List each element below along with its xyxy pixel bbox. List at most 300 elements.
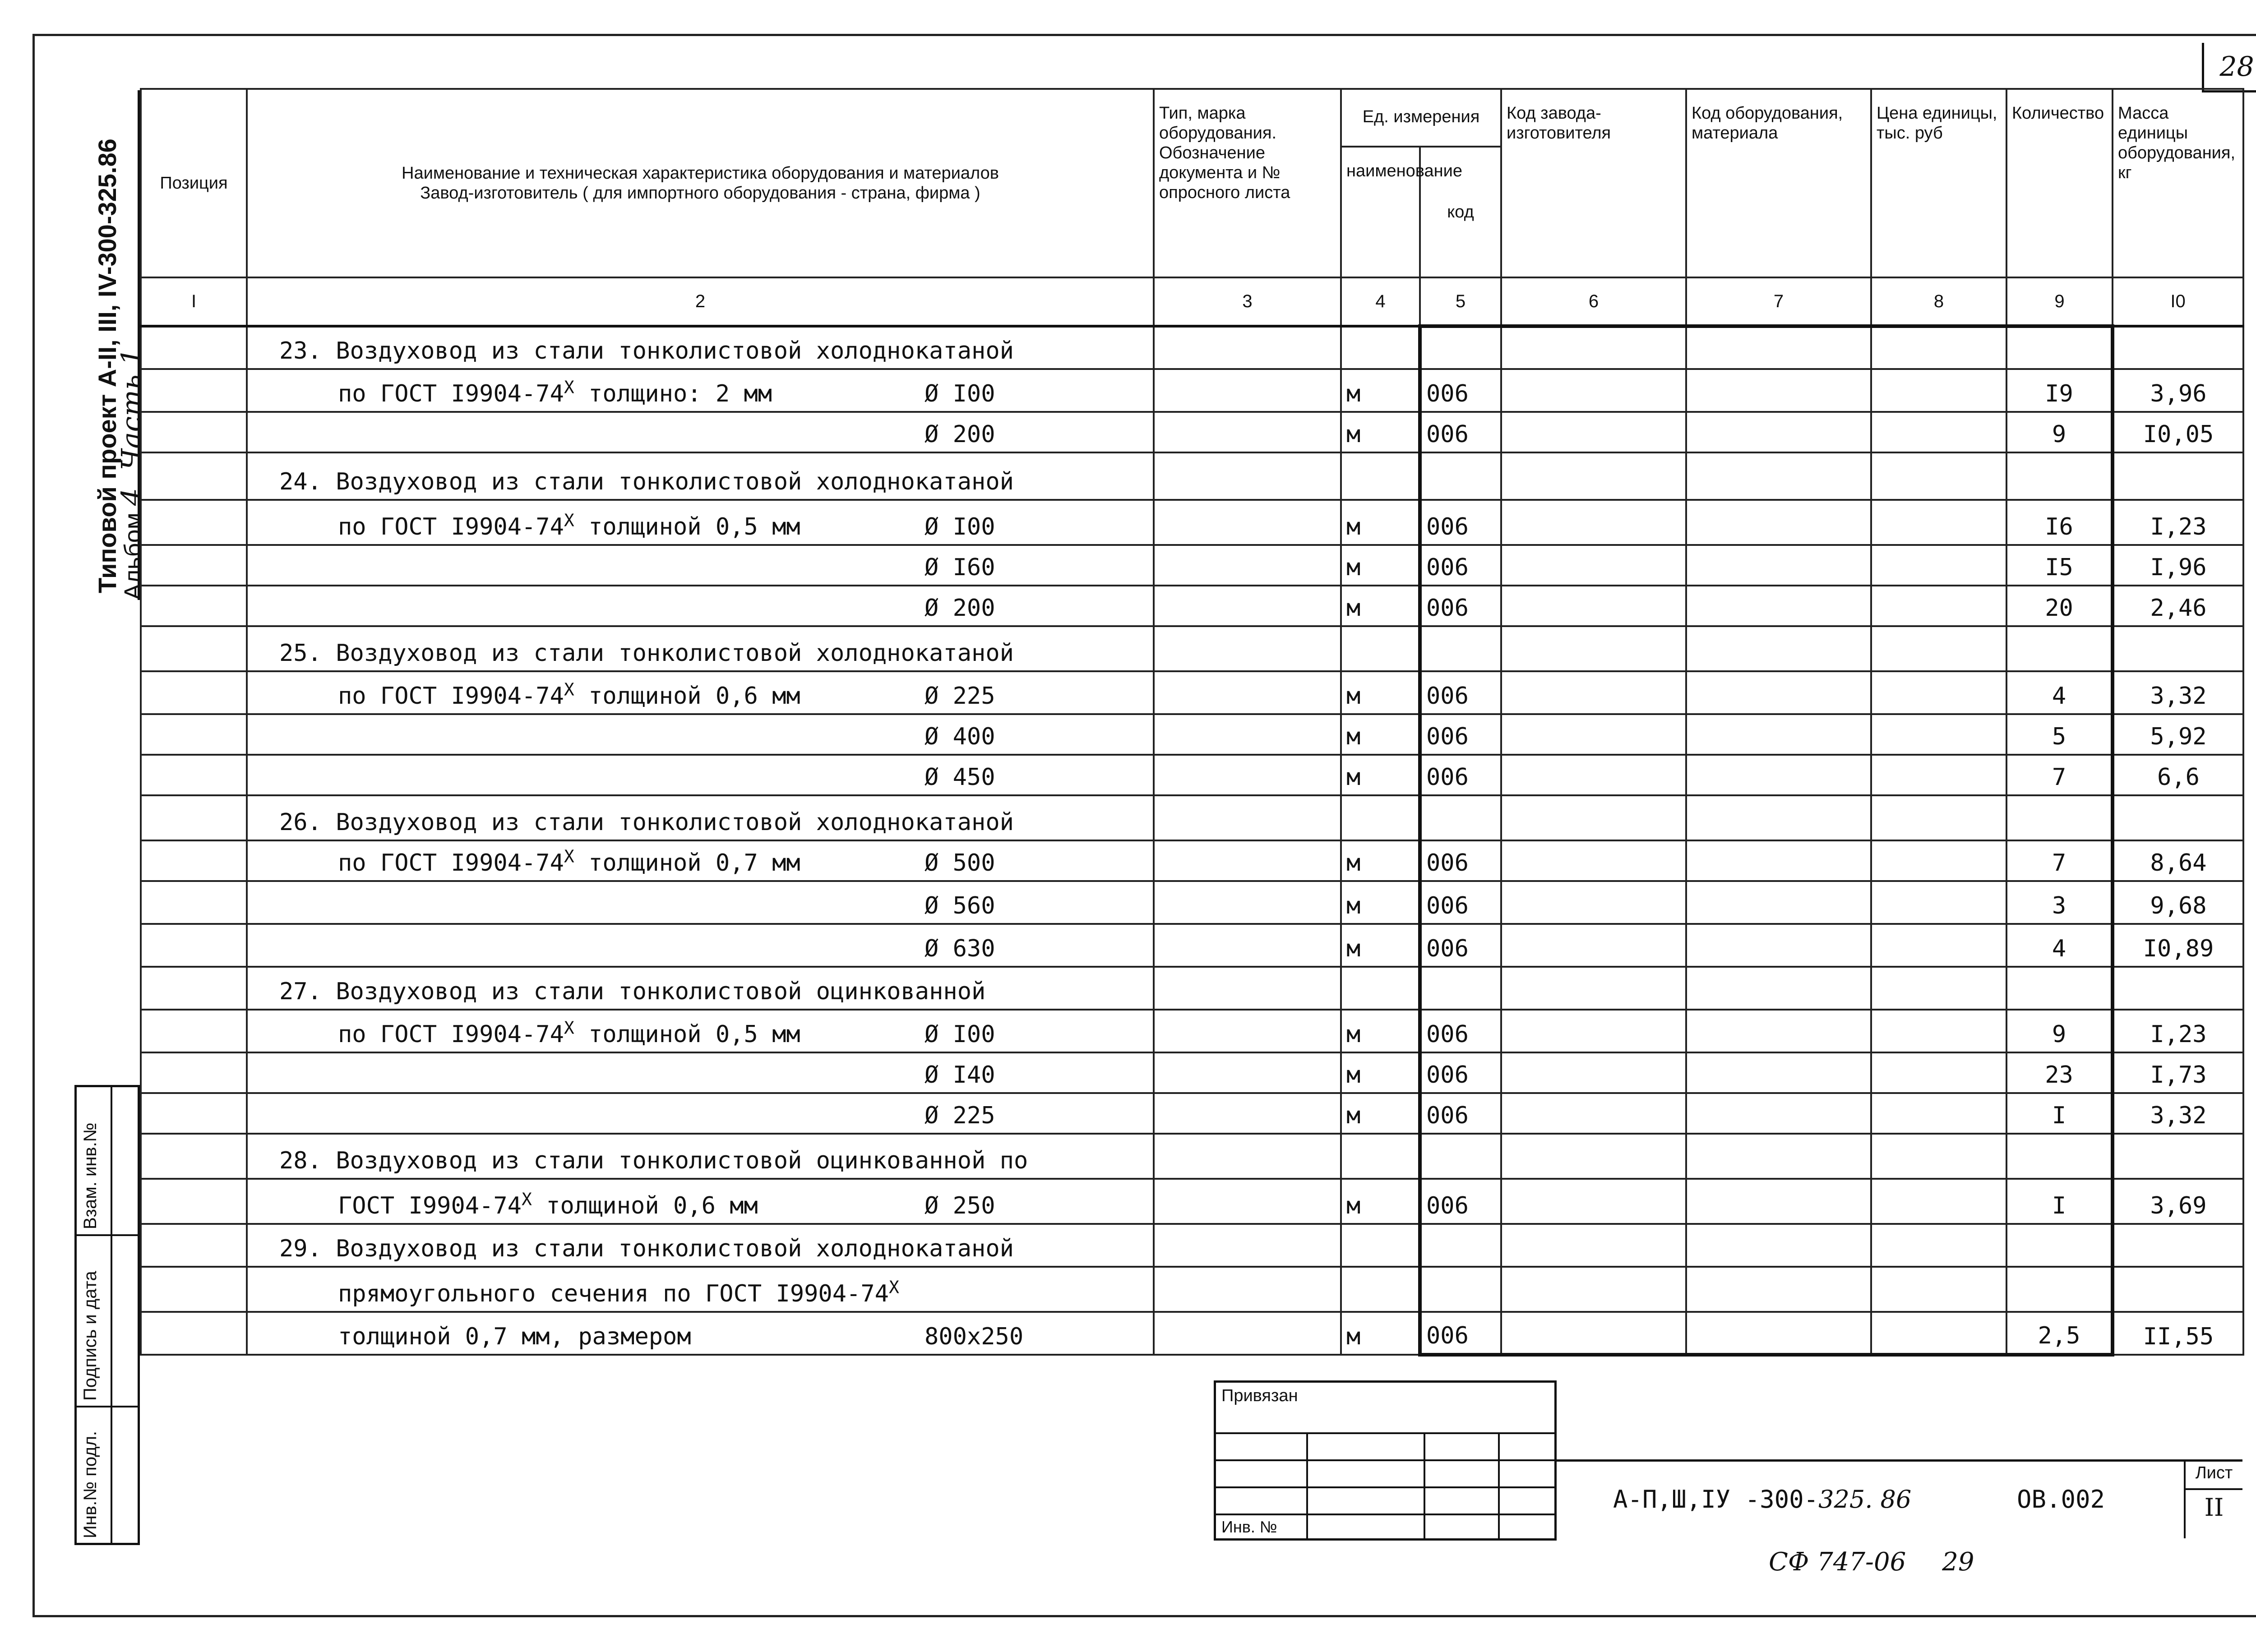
table-cell: [1686, 412, 1871, 452]
header-name-line2: Завод-изготовитель ( для импортного оборудования - страна, фирма ): [420, 184, 980, 203]
mass-value: 9,68: [2113, 881, 2243, 924]
header-equipment-code: Код оборудования, материала: [1686, 89, 1871, 277]
mass-value: [2113, 626, 2243, 671]
item-thickness: толщиной 0,7 мм: [574, 849, 800, 877]
unit-name: м: [1341, 1052, 1420, 1093]
table-row: [141, 1267, 2243, 1312]
item-description: [338, 1277, 899, 1307]
title-block: [1557, 1459, 2242, 1536]
unit-code: [1420, 1224, 1501, 1267]
table-row: [141, 924, 2243, 967]
table-cell: [1154, 1224, 1341, 1267]
table-cell: [1871, 1267, 2006, 1312]
table-cell: [1501, 1093, 1686, 1134]
unit-name: м: [1341, 545, 1420, 586]
item-thickness: толщиной 0,5 мм: [574, 1021, 800, 1048]
table-cell: [247, 1134, 1154, 1179]
table-row: [141, 1224, 2243, 1267]
column-number: 3: [1154, 277, 1341, 326]
unit-name: м: [1341, 924, 1420, 967]
column-number: 7: [1686, 277, 1871, 326]
quantity: 23: [2006, 1052, 2113, 1093]
table-cell: [141, 967, 247, 1010]
item-description: [279, 978, 985, 1005]
table-cell: [141, 881, 247, 924]
table-cell: [247, 1093, 1154, 1134]
specification-table: [140, 88, 2244, 1357]
mass-value: [2113, 795, 2243, 840]
table-row: [141, 369, 2243, 412]
header-position: Позиция: [141, 89, 247, 277]
unit-code: [1420, 326, 1501, 369]
item-thickness: толщиной 0,5 мм: [574, 513, 800, 540]
item-size: Ø 560: [925, 892, 995, 919]
table-cell: [1871, 545, 2006, 586]
quantity: I9: [2006, 369, 2113, 412]
item-size: 800x250: [925, 1323, 1024, 1350]
table-cell: [1501, 369, 1686, 412]
table-cell: [141, 1052, 247, 1093]
table-cell: [1501, 452, 1686, 500]
mass-value: 2,46: [2113, 586, 2243, 626]
table-row: [141, 840, 2243, 881]
table-cell: [1154, 586, 1341, 626]
unit-name: м: [1341, 369, 1420, 412]
unit-name: м: [1341, 500, 1420, 545]
item-size: Ø 225: [925, 683, 995, 710]
table-cell: [141, 369, 247, 412]
table-cell: [141, 671, 247, 714]
unit-code: [1420, 452, 1501, 500]
side-cell-label: Инв.№ подл.: [80, 1431, 100, 1538]
footnote-page: 29: [1942, 1547, 1974, 1577]
header-type: Тип, марка оборудования. Обозначение документа и № опросного листа: [1154, 89, 1341, 277]
unit-code: 006: [1420, 369, 1501, 412]
table-cell: [247, 714, 1154, 755]
table-cell: [141, 1179, 247, 1224]
unit-code: 006: [1420, 500, 1501, 545]
table-cell: [1501, 1134, 1686, 1179]
table-cell: [1154, 1010, 1341, 1052]
table-cell: [1686, 924, 1871, 967]
quantity: 7: [2006, 840, 2113, 881]
table-cell: [141, 412, 247, 452]
table-cell: [247, 1224, 1154, 1267]
unit-code: 006: [1420, 1093, 1501, 1134]
quantity: 4: [2006, 924, 2113, 967]
table-cell: [1501, 967, 1686, 1010]
table-cell: [1871, 1224, 2006, 1267]
table-cell: [1501, 326, 1686, 369]
quantity: I: [2006, 1179, 2113, 1224]
table-cell: [141, 1224, 247, 1267]
quantity: [2006, 795, 2113, 840]
header-mass: Масса единицы оборудования, кг: [2113, 89, 2243, 277]
table-cell: [141, 1010, 247, 1052]
table-cell: [1154, 326, 1341, 369]
table-cell: [1686, 586, 1871, 626]
unit-name: [1341, 1267, 1420, 1312]
table-cell: [247, 1312, 1154, 1355]
table-cell: [1501, 545, 1686, 586]
gost-superscript: X: [564, 1018, 574, 1038]
item-size: Ø I00: [925, 1021, 995, 1048]
quantity: [2006, 967, 2113, 1010]
table-cell: [247, 412, 1154, 452]
table-row: [141, 545, 2243, 586]
mass-value: 3,32: [2113, 1093, 2243, 1134]
table-cell: [1686, 545, 1871, 586]
gost-superscript: X: [888, 1277, 899, 1297]
title-block-sheet: [2184, 1462, 2242, 1538]
gost-superscript: X: [564, 510, 574, 531]
item-text: по ГОСТ I9904-74: [338, 683, 564, 710]
unit-name: [1341, 795, 1420, 840]
table-cell: [1871, 924, 2006, 967]
table-cell: [1686, 671, 1871, 714]
header-price: Цена единицы, тыс. руб: [1871, 89, 2006, 277]
table-cell: [1154, 369, 1341, 412]
table-cell: [1154, 452, 1341, 500]
header-maker-code: Код завода-изготовителя: [1501, 89, 1686, 277]
gost-superscript: X: [564, 679, 574, 700]
quantity: I: [2006, 1093, 2113, 1134]
table-row: [141, 500, 2243, 545]
unit-name: [1341, 1224, 1420, 1267]
table-cell: [247, 1267, 1154, 1312]
table-cell: [1686, 1312, 1871, 1355]
table-cell: [1154, 1134, 1341, 1179]
item-size: Ø 250: [925, 1192, 995, 1219]
table-cell: [1871, 714, 2006, 755]
item-description: [338, 510, 800, 540]
table-cell: [141, 1134, 247, 1179]
unit-name: м: [1341, 1093, 1420, 1134]
item-description: [279, 809, 1014, 836]
unit-code: 006: [1420, 1010, 1501, 1052]
table-cell: [1686, 1093, 1871, 1134]
table-cell: [1154, 924, 1341, 967]
table-row: [141, 1179, 2243, 1224]
item-text: по ГОСТ I9904-74: [338, 513, 564, 540]
table-row: [141, 671, 2243, 714]
unit-name: м: [1341, 671, 1420, 714]
quantity: [2006, 1134, 2113, 1179]
table-cell: [1871, 500, 2006, 545]
unit-code: 006: [1420, 1052, 1501, 1093]
table-cell: [1154, 1267, 1341, 1312]
table-cell: [1501, 1052, 1686, 1093]
mass-value: [2113, 452, 2243, 500]
table-cell: [1871, 795, 2006, 840]
table-cell: [141, 626, 247, 671]
table-cell: [1686, 1267, 1871, 1312]
unit-code: 006: [1420, 714, 1501, 755]
header-name: [247, 89, 1154, 277]
table-row: [141, 967, 2243, 1010]
quantity: 20: [2006, 586, 2113, 626]
mass-value: [2113, 1224, 2243, 1267]
item-description: [279, 337, 1014, 365]
quantity: 9: [2006, 1010, 2113, 1052]
table-cell: [141, 924, 247, 967]
table-cell: [1871, 755, 2006, 795]
table-cell: [1871, 452, 2006, 500]
table-cell: [1154, 1052, 1341, 1093]
unit-name: м: [1341, 881, 1420, 924]
table-row: [141, 881, 2243, 924]
item-size: Ø I00: [925, 513, 995, 540]
table-cell: [247, 452, 1154, 500]
table-cell: [247, 967, 1154, 1010]
sheet-label: Лист: [2186, 1463, 2242, 1490]
table-cell: [1871, 1312, 2006, 1355]
table-cell: [1501, 1010, 1686, 1052]
item-size: Ø 500: [925, 849, 995, 877]
quantity: 9: [2006, 412, 2113, 452]
mass-value: II,55: [2113, 1312, 2243, 1355]
unit-code: 006: [1420, 924, 1501, 967]
item-size: Ø 450: [925, 764, 995, 791]
table-row: [141, 1093, 2243, 1134]
item-text: 26. Воздуховод из стали тонколистовой холоднокатаной: [279, 809, 1014, 836]
table-cell: [1871, 1052, 2006, 1093]
table-cell: [1154, 500, 1341, 545]
sheet-corner-number: 28: [2202, 43, 2256, 92]
column-number: I0: [2113, 277, 2243, 326]
quantity: 4: [2006, 671, 2113, 714]
table-cell: [1871, 326, 2006, 369]
unit-code: 006: [1420, 1179, 1501, 1224]
item-text: 28. Воздуховод из стали тонколистовой оцинкованной по: [279, 1147, 1028, 1174]
item-text: по ГОСТ I9904-74: [338, 380, 564, 407]
table-cell: [1686, 1052, 1871, 1093]
table-cell: [141, 326, 247, 369]
table-cell: [1154, 1093, 1341, 1134]
table-cell: [141, 452, 247, 500]
table-row: [141, 452, 2243, 500]
table-cell: [1871, 881, 2006, 924]
mass-value: 8,64: [2113, 840, 2243, 881]
unit-name: [1341, 967, 1420, 1010]
item-text: по ГОСТ I9904-74: [338, 849, 564, 877]
title-block-project-code: [1613, 1485, 1911, 1514]
table-cell: [1686, 795, 1871, 840]
table-cell: [1154, 714, 1341, 755]
item-description: [338, 679, 800, 710]
unit-code: 006: [1420, 671, 1501, 714]
item-size: Ø 630: [925, 935, 995, 962]
handwritten-footnote: [1769, 1547, 1974, 1577]
table-cell: [1501, 924, 1686, 967]
table-cell: [1871, 1134, 2006, 1179]
item-text: 24. Воздуховод из стали тонколистовой холоднокатаной: [279, 468, 1014, 495]
table-cell: [247, 369, 1154, 412]
mass-value: [2113, 326, 2243, 369]
item-description: [279, 640, 1014, 667]
header-name-line1: Наименование и техническая характеристика оборудования и материалов: [402, 164, 999, 183]
table-cell: [247, 500, 1154, 545]
item-text: 25. Воздуховод из стали тонколистовой холоднокатаной: [279, 640, 1014, 667]
unit-name: м: [1341, 714, 1420, 755]
table-cell: [1154, 967, 1341, 1010]
item-description: [338, 1323, 691, 1350]
gost-superscript: X: [564, 377, 574, 397]
table-cell: [1686, 1010, 1871, 1052]
item-size: Ø I00: [925, 380, 995, 407]
table-cell: [1501, 755, 1686, 795]
table-cell: [247, 755, 1154, 795]
unit-code: 006: [1420, 840, 1501, 881]
mass-value: I,23: [2113, 1010, 2243, 1052]
stamp-title: Привязан: [1221, 1386, 1298, 1405]
table-row: [141, 1052, 2243, 1093]
item-text: 29. Воздуховод из стали тонколистовой холоднокатаной: [279, 1235, 1014, 1262]
project-code-prefix: А-П,Ш,IУ -300-: [1613, 1485, 1819, 1514]
table-row: [141, 326, 2243, 369]
table-cell: [1154, 881, 1341, 924]
side-stamp-strip: [74, 1085, 140, 1545]
side-cell-signature: [77, 1236, 138, 1407]
table-cell: [1871, 586, 2006, 626]
binding-stamp: [1214, 1380, 1557, 1541]
mass-value: [2113, 1267, 2243, 1312]
item-size: Ø 200: [925, 421, 995, 448]
header-quantity: Количество: [2006, 89, 2113, 277]
table-cell: [1686, 452, 1871, 500]
unit-code: 006: [1420, 755, 1501, 795]
mass-value: [2113, 1134, 2243, 1179]
column-number: 9: [2006, 277, 2113, 326]
unit-code: [1420, 626, 1501, 671]
mass-value: 3,69: [2113, 1179, 2243, 1224]
quantity: [2006, 452, 2113, 500]
table-cell: [1686, 967, 1871, 1010]
unit-name: м: [1341, 840, 1420, 881]
mass-value: [2113, 967, 2243, 1010]
table-cell: [1686, 1134, 1871, 1179]
table-cell: [141, 586, 247, 626]
table-cell: [141, 795, 247, 840]
table-cell: [141, 755, 247, 795]
table-cell: [141, 500, 247, 545]
table-cell: [1871, 1010, 2006, 1052]
title-block-document-code: ОВ.002: [2017, 1485, 2105, 1514]
table-cell: [1501, 1179, 1686, 1224]
item-description: [279, 1147, 1028, 1174]
unit-name: м: [1341, 1010, 1420, 1052]
side-cell-label: Взам. инв.№: [80, 1122, 100, 1229]
table-cell: [1686, 840, 1871, 881]
table-cell: [1686, 326, 1871, 369]
side-album-label: Альбом: [120, 512, 147, 600]
table-cell: [1871, 1093, 2006, 1134]
unit-name: м: [1341, 1179, 1420, 1224]
item-size: Ø 400: [925, 723, 995, 750]
side-project-strip: [43, 90, 148, 600]
table-cell: [247, 1010, 1154, 1052]
table-cell: [1501, 881, 1686, 924]
item-description: [338, 377, 772, 407]
side-project-title: Типовой проект А-II, III, IV-300-325.86: [93, 138, 121, 593]
side-album-value: 4. Часть 1: [115, 348, 148, 506]
table-cell: [1686, 1224, 1871, 1267]
mass-value: 6,6: [2113, 755, 2243, 795]
column-number: I: [141, 277, 247, 326]
item-description: [338, 1189, 758, 1219]
table-cell: [1686, 714, 1871, 755]
table-cell: [1154, 755, 1341, 795]
table-cell: [141, 840, 247, 881]
table-cell: [1871, 967, 2006, 1010]
table-cell: [247, 795, 1154, 840]
table-cell: [1154, 1312, 1341, 1355]
item-thickness: толщиной 0,6 мм: [532, 1192, 758, 1219]
column-number: 5: [1420, 277, 1501, 326]
quantity: [2006, 626, 2113, 671]
table-row: [141, 795, 2243, 840]
side-cell-inventory: [77, 1407, 138, 1543]
table-cell: [1501, 412, 1686, 452]
table-row: [141, 626, 2243, 671]
table-cell: [1154, 671, 1341, 714]
header-unit-code: код: [1420, 147, 1501, 277]
table-cell: [141, 545, 247, 586]
item-text: ГОСТ I9904-74: [338, 1192, 522, 1219]
table-cell: [1686, 881, 1871, 924]
table-cell: [247, 924, 1154, 967]
table-row: [141, 1312, 2243, 1355]
item-description: [279, 1235, 1014, 1262]
mass-value: I,23: [2113, 500, 2243, 545]
sheet-value: II: [2204, 1493, 2224, 1522]
table-cell: [1501, 626, 1686, 671]
item-text: по ГОСТ I9904-74: [338, 1021, 564, 1048]
column-number: 4: [1341, 277, 1420, 326]
unit-code: 006: [1420, 881, 1501, 924]
gost-superscript: X: [522, 1189, 532, 1209]
unit-code: [1420, 795, 1501, 840]
mass-value: 3,96: [2113, 369, 2243, 412]
table-cell: [1871, 840, 2006, 881]
mass-value: I0,89: [2113, 924, 2243, 967]
table-row: [141, 1134, 2243, 1179]
table-cell: [247, 1179, 1154, 1224]
quantity: I6: [2006, 500, 2113, 545]
unit-name: м: [1341, 1312, 1420, 1355]
table-row: [141, 586, 2243, 626]
item-description: [338, 846, 800, 877]
table-cell: [247, 671, 1154, 714]
table-cell: [1871, 626, 2006, 671]
header-unit-name: наименование: [1341, 147, 1420, 277]
table-cell: [1871, 671, 2006, 714]
unit-code: 006: [1420, 1312, 1501, 1355]
table-cell: [1501, 840, 1686, 881]
item-size: Ø 225: [925, 1102, 995, 1129]
table-cell: [1501, 500, 1686, 545]
table-cell: [247, 586, 1154, 626]
mass-value: I,73: [2113, 1052, 2243, 1093]
mass-value: 5,92: [2113, 714, 2243, 755]
unit-name: [1341, 626, 1420, 671]
table-cell: [1154, 1179, 1341, 1224]
item-size: Ø I40: [925, 1061, 995, 1089]
quantity: [2006, 326, 2113, 369]
table-cell: [141, 714, 247, 755]
item-thickness: толщино: 2 мм: [574, 380, 772, 407]
table-row: [141, 1010, 2243, 1052]
